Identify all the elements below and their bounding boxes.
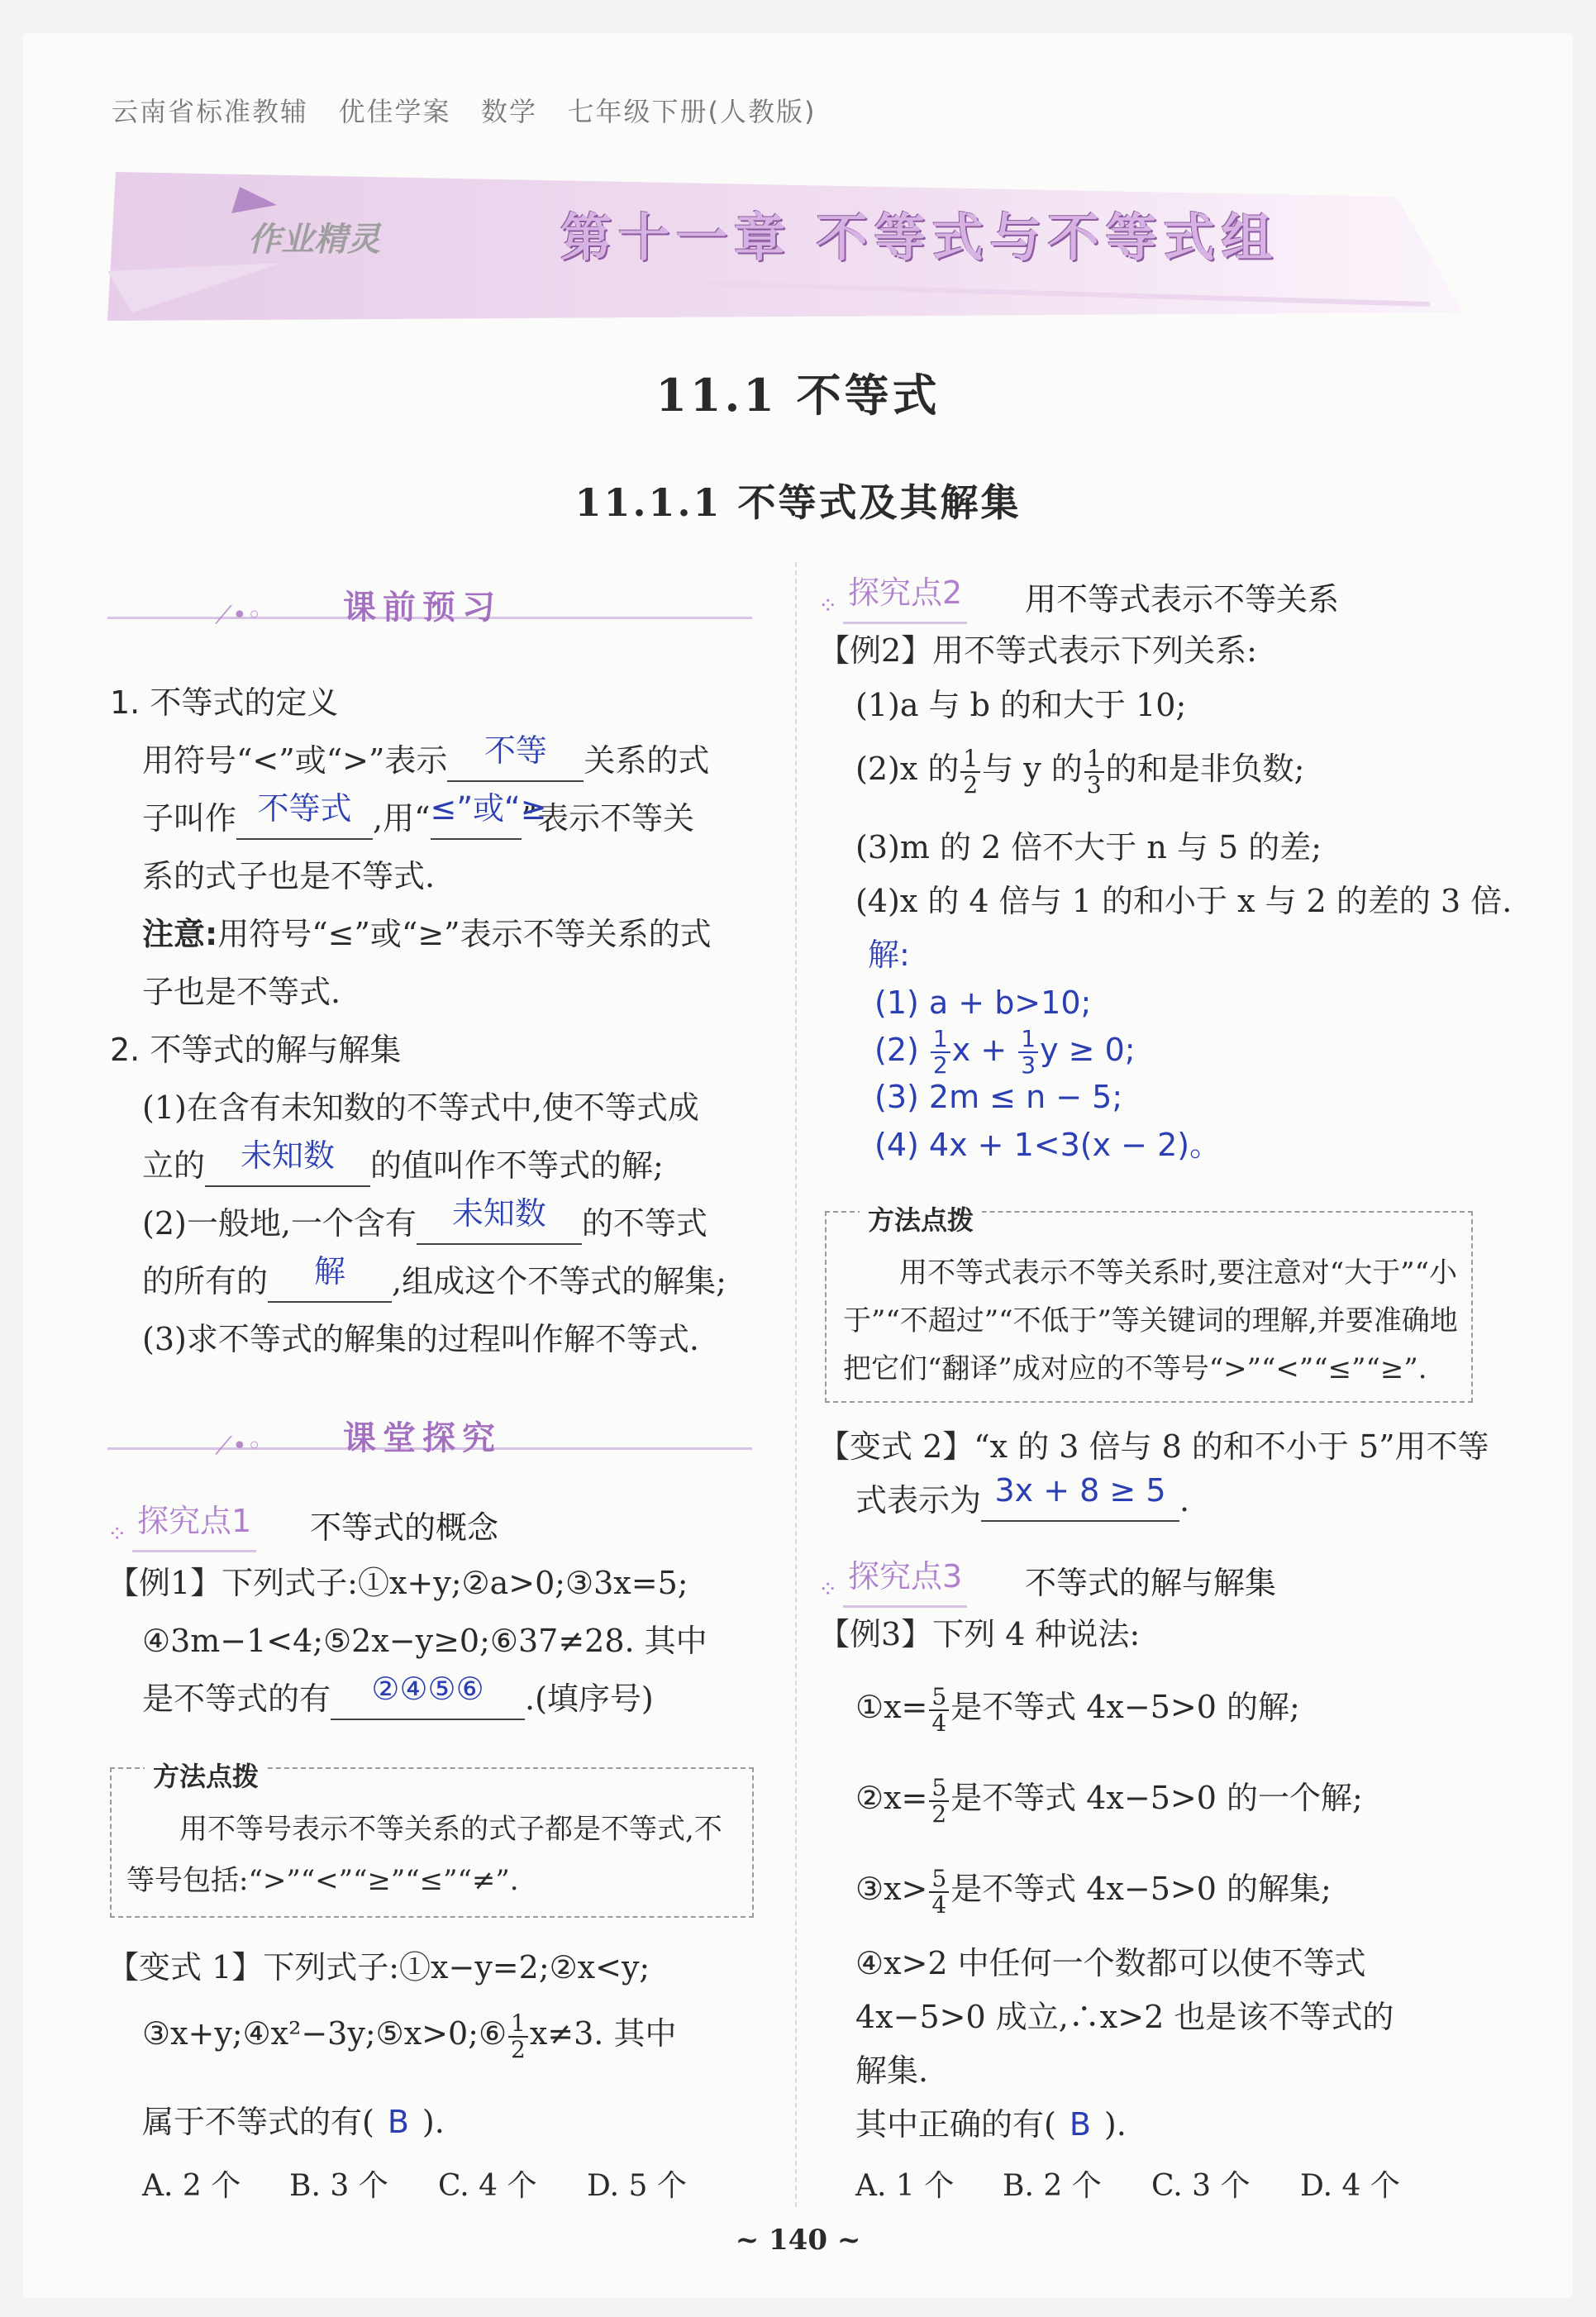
example3-statement-1: [855, 1678, 1300, 1736]
text: ”表示不等关: [521, 800, 694, 837]
chapter-banner: [107, 164, 1479, 321]
text: 是不等式 4x−5>0 的一个解;: [950, 1780, 1363, 1816]
denominator: 4: [931, 1709, 947, 1737]
numerator: 5: [929, 1685, 949, 1711]
fraction-third: [1084, 746, 1104, 798]
fraction-half: [960, 746, 980, 798]
example3-statement-4-line-2: 4x−5>0 成立,∴x>2 也是该不等式的: [855, 1999, 1394, 2035]
answer: 解: [314, 1253, 346, 1290]
preview-header-label: 课前预习: [343, 589, 502, 627]
answer: 不等式: [257, 790, 352, 827]
option-d: D. 4 个: [1300, 2169, 1400, 2203]
preview-section-header: [107, 570, 752, 636]
method-tip-2: [825, 1204, 1473, 1403]
example3-statement-2: [855, 1769, 1363, 1827]
explore-point-2: [818, 564, 1546, 617]
dots-icon: ⁘: [107, 1520, 127, 1547]
denominator: 3: [1021, 1051, 1036, 1079]
numerator: 1: [1084, 746, 1104, 773]
text: (2)x 的: [855, 751, 960, 787]
text: ).: [422, 2104, 445, 2140]
denominator: 2: [932, 1051, 948, 1079]
option-a: A. 1 个: [855, 2169, 955, 2203]
fraction-five-fourths: [929, 1866, 949, 1918]
method-tip-1: [110, 1761, 754, 1918]
variant2-line-1: 【变式 2】“x 的 3 倍与 8 的和不小于 5”用不等: [818, 1428, 1489, 1465]
text: x +: [951, 1032, 1008, 1068]
example2-q1: (1)a 与 b 的和大于 10;: [855, 687, 1187, 723]
text: 的不等式: [581, 1205, 707, 1242]
example2-line-1: 【例2】用不等式表示下列关系:: [818, 632, 1257, 669]
solution-label: 解:: [868, 937, 910, 973]
option-c: C. 4 个: [438, 2169, 537, 2203]
text: 子叫作: [142, 800, 237, 837]
tip-line-3: 把它们“翻译”成对应的不等号“>”“<”“≤”“≥”.: [843, 1352, 1427, 1385]
text: 立的: [142, 1147, 206, 1184]
text: 式表示为: [855, 1482, 982, 1518]
sol-line-1: (1)在含有未知数的不等式中,使不等式成: [142, 1089, 699, 1126]
column-divider: [795, 562, 797, 2207]
text: 用符号“≤”或“≥”表示不等关系的式: [217, 916, 712, 952]
solution-1: (1) a + b>10;: [874, 984, 1092, 1021]
answer: ≤”或“≥: [430, 790, 547, 827]
answer: 未知数: [241, 1137, 336, 1174]
def-title: 1. 不等式的定义: [110, 684, 339, 721]
text: 与 y 的: [982, 751, 1083, 787]
text: ①x=: [855, 1689, 928, 1725]
blank[interactable]: [981, 1472, 1179, 1522]
text: .: [1179, 1482, 1190, 1518]
note-label: 注意:: [142, 916, 218, 952]
answer: B: [1069, 2106, 1091, 2143]
banner-tag: 作业精灵: [248, 221, 380, 259]
note-line-2: 子也是不等式.: [142, 974, 341, 1010]
tip-line-1: 用不等号表示不等关系的式子都是不等式,不: [179, 1813, 722, 1846]
example3-line-1: 【例3】下列 4 种说法:: [818, 1616, 1141, 1652]
text: 关系的式: [584, 742, 710, 779]
def-line-2: [142, 789, 694, 847]
numerator: 1: [508, 2011, 528, 2038]
blank[interactable]: [205, 1137, 370, 1187]
text: 的值叫作不等式的解;: [370, 1147, 664, 1184]
text: ③x+y;④x²−3y;⑤x>0;⑥: [142, 2015, 507, 2052]
denominator: 2: [931, 1800, 947, 1828]
example3-statement-4-line-1: ④x>2 中任何一个数都可以使不等式: [855, 1945, 1366, 1981]
numerator: 5: [929, 1866, 949, 1893]
text: ).: [1103, 2106, 1127, 2143]
denominator: 4: [931, 1890, 947, 1919]
text: .(填序号): [525, 1681, 654, 1717]
explore-title: 不等式的概念: [310, 1509, 499, 1546]
text: 的所有的: [142, 1263, 269, 1299]
example2-q4: (4)x 的 4 倍与 1 的和小于 x 与 2 的差的 3 倍.: [855, 883, 1513, 919]
option-a: A. 2 个: [142, 2169, 241, 2203]
text: 是不等式 4x−5>0 的解;: [950, 1689, 1300, 1725]
denominator: 3: [1086, 770, 1102, 799]
answer: B: [387, 2104, 409, 2140]
example1-line-1: 【例1】下列式子:①x+y;②a>0;③3x=5;: [107, 1565, 688, 1601]
numerator: 5: [929, 1776, 949, 1802]
class-section-header: [107, 1401, 752, 1467]
sol-line-4: [142, 1252, 727, 1310]
explore-title: 不等式的解与解集: [1025, 1565, 1277, 1601]
sol-line-5: (3)求不等式的解集的过程叫作解不等式.: [142, 1321, 699, 1357]
text: ②x=: [855, 1780, 928, 1816]
numerator: 1: [931, 1027, 950, 1053]
denominator: 2: [963, 770, 979, 799]
tip-line-2: 等号包括:“>”“<”“≥”“≤”“≠”.: [126, 1864, 519, 1897]
example2-q3: (3)m 的 2 倍不大于 n 与 5 的差;: [855, 829, 1322, 865]
option-c: C. 3 个: [1151, 2169, 1251, 2203]
text: ,用“: [373, 800, 431, 837]
answer: 未知数: [451, 1195, 546, 1232]
text: x≠3. 其中: [529, 2015, 677, 2052]
text: 是不等式的有: [142, 1681, 331, 1717]
example3-question: [855, 2095, 1127, 2153]
dots-icon: ⁘: [818, 592, 838, 619]
tip-line-2: 于”“不超过”“不低于”等关键词的理解,并要准确地: [843, 1304, 1458, 1337]
fraction-half: [508, 2011, 528, 2062]
blank[interactable]: [417, 1195, 582, 1245]
option-d: D. 5 个: [587, 2169, 687, 2203]
answer: ②④⑤⑥: [371, 1671, 484, 1707]
explore-point-1: [107, 1492, 769, 1545]
numerator: 1: [960, 746, 980, 773]
page-number: ~ 140 ~: [735, 2224, 861, 2257]
example3-statement-3: [855, 1860, 1332, 1918]
blank[interactable]: [268, 1253, 392, 1303]
example3-statement-4-line-3: 解集.: [855, 2052, 929, 2089]
def-line-3: 系的式子也是不等式.: [142, 858, 436, 894]
text: 的和是非负数;: [1105, 751, 1305, 787]
text: (2)一般地,一个含有: [142, 1205, 417, 1242]
sol-line-3: [142, 1194, 707, 1252]
sol-line-2: [142, 1137, 664, 1194]
answer: 3x + 8 ≥ 5: [994, 1472, 1166, 1509]
example2-q2: [855, 740, 1304, 798]
text: ,组成这个不等式的解集;: [392, 1263, 727, 1299]
numerator: 1: [1018, 1027, 1038, 1053]
tip-title: 方法点拨: [145, 1747, 267, 1805]
answer: 不等: [484, 732, 547, 769]
swirl-icon: ⟋•◦: [215, 1432, 262, 1461]
text: ③x>: [855, 1871, 928, 1907]
solution-set-title: 2. 不等式的解与解集: [110, 1032, 402, 1068]
running-header: 云南省标准教辅 优佳学案 数学 七年级下册(人教版): [112, 96, 817, 127]
tip-title: 方法点拨: [860, 1191, 982, 1249]
blank[interactable]: [430, 790, 547, 840]
text: (2): [874, 1032, 919, 1068]
chapter-title: 第十一章 不等式与不等式组: [560, 207, 1279, 268]
def-line-1: [142, 732, 709, 789]
explore-tag: 探究点1: [132, 1492, 256, 1552]
option-b: B. 2 个: [1003, 2169, 1102, 2203]
class-header-label: 课堂探究: [343, 1419, 502, 1457]
explore-point-3: [818, 1547, 1546, 1603]
example1-line-3: [142, 1670, 654, 1728]
dots-icon: ⁘: [818, 1576, 838, 1603]
solution-3: (3) 2m ≤ n − 5;: [874, 1079, 1123, 1115]
solution-4: (4) 4x + 1<3(x − 2)。: [874, 1127, 1222, 1163]
option-b: B. 3 个: [289, 2169, 388, 2203]
tip-line-1: 用不等式表示不等关系时,要注意对“大于”“小: [899, 1256, 1457, 1290]
blank[interactable]: [447, 732, 584, 782]
variant2-line-2: [855, 1471, 1189, 1529]
swirl-icon: ⟋•◦: [215, 601, 262, 630]
variant1-line-3: [142, 2093, 445, 2151]
text: 是不等式 4x−5>0 的解集;: [950, 1871, 1332, 1907]
explore-title: 用不等式表示不等关系: [1025, 581, 1340, 617]
note-line-1: [142, 905, 712, 963]
text: 其中正确的有(: [855, 2106, 1056, 2143]
blank[interactable]: [331, 1671, 525, 1720]
fraction-five-halves: [929, 1773, 949, 1828]
fraction-five-fourths: [929, 1682, 949, 1737]
variant1-line-1: 【变式 1】下列式子:①x−y=2;②x<y;: [107, 1949, 650, 1986]
text: y ≥ 0;: [1040, 1032, 1136, 1068]
explore-tag: 探究点2: [843, 564, 967, 624]
subsection-title: 11.1.1 不等式及其解集: [574, 480, 1022, 525]
section-title: 11.1 不等式: [655, 369, 941, 422]
denominator: 2: [511, 2035, 526, 2063]
variant1-line-2: [142, 2005, 676, 2062]
example1-line-2: ④3m−1<4;⑤2x−y≥0;⑥37≠28. 其中: [142, 1623, 707, 1659]
blank[interactable]: [236, 790, 373, 840]
explore-tag: 探究点3: [843, 1547, 967, 1608]
text: 属于不等式的有(: [142, 2104, 374, 2140]
text: 用符号“<”或“>”表示: [142, 742, 448, 779]
